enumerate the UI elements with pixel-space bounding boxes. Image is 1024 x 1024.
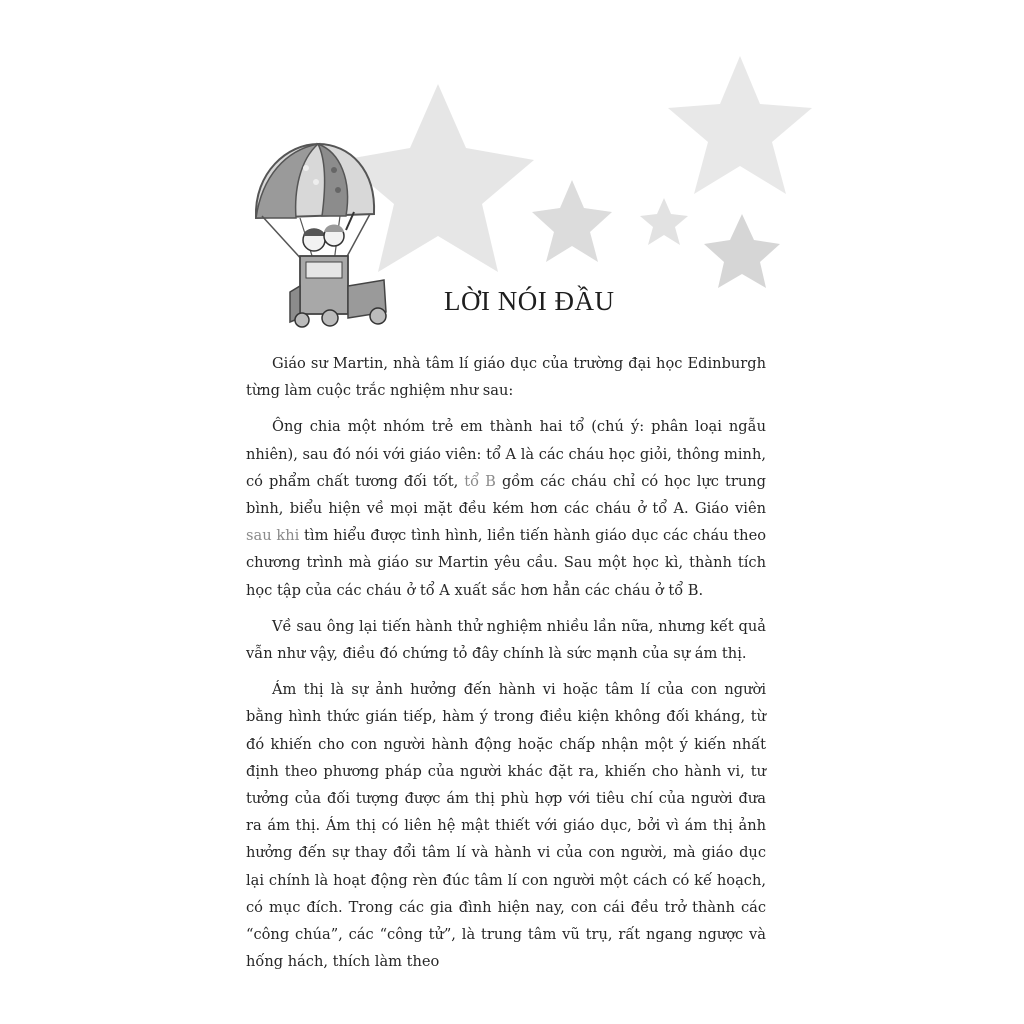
paragraph [246,413,766,603]
paragraph-span: tìm hiểu được tình hình, liền tiến hành giáo dục các cháu theo chương trình mà giáo sư Martin yêu cầu. Sau một học kì, thành tích học tập của các cháu ở tổ A xuất sắc hơn hẳn các cháu ở tổ B. [246,527,766,599]
star-icon [532,180,612,262]
paragraph: Về sau ông lại tiến hành thử nghiệm nhiều lần nữa, nhưng kết quả vẫn như vậy, điều đó chứng tỏ đây chính là sức mạnh của sự ám thị. [246,617,766,663]
paragraph: Giáo sư Martin, nhà tâm lí giáo dục của trường đại học Edinburgh từng làm cuộc trắc nghiệm như sau: [246,355,766,400]
paragraph-span: gồm các cháu chỉ có học lực trung bình, biểu hiện về mọi mặt đều kém hơn các cháu ở tổ A. Giáo viên [246,472,766,518]
star-icon [668,56,812,194]
star-icon [704,214,780,288]
star-icon [640,198,688,245]
star-group [342,56,812,288]
body-text [246,350,766,984]
page-title: LỜI NÓI ĐẦU [444,286,615,316]
paragraph-span-faint: tổ B [464,472,496,490]
paragraph-span: Ông chia một nhóm trẻ em thành hai tổ (chú ý: phân loại ngẫu nhiên), sau đó nói với giáo viên: tổ A là các cháu học giỏi, thông minh, có phẩm chất tương đối tốt, [246,418,766,490]
star-icon [342,84,534,272]
paragraph-span-faint: sau khi [246,527,300,545]
paragraph: Ám thị là sự ảnh hưởng đến hành vi hoặc tâm lí của con người bằng hình thức gián tiếp, hàm ý trong điều kiện không đối kháng, từ đó khiến cho con người hành động hoặc chấp nhận một ý kiến nhất định theo phương pháp của người khác đặt ra, khiến cho hành vi, tư tưởng của đối tượng được ám thị phù hợp với tiêu chí của người đưa ra ám thị. Ám thị có liên hệ mật thiết với giáo dục, bởi vì ám thị ảnh hưởng đến sự thay đổi tâm lí và hành vi của con người, mà giáo dục lại chính là hoạt động rèn đúc tâm lí con người một cách có kế hoạch, có mục đích. Trong các gia đình hiện nay, con cái đều trở thành các “công chúa”, các “công tử”, là trung tâm vũ trụ, rất ngang ngược và hống hách, thích làm theo [246,681,766,971]
